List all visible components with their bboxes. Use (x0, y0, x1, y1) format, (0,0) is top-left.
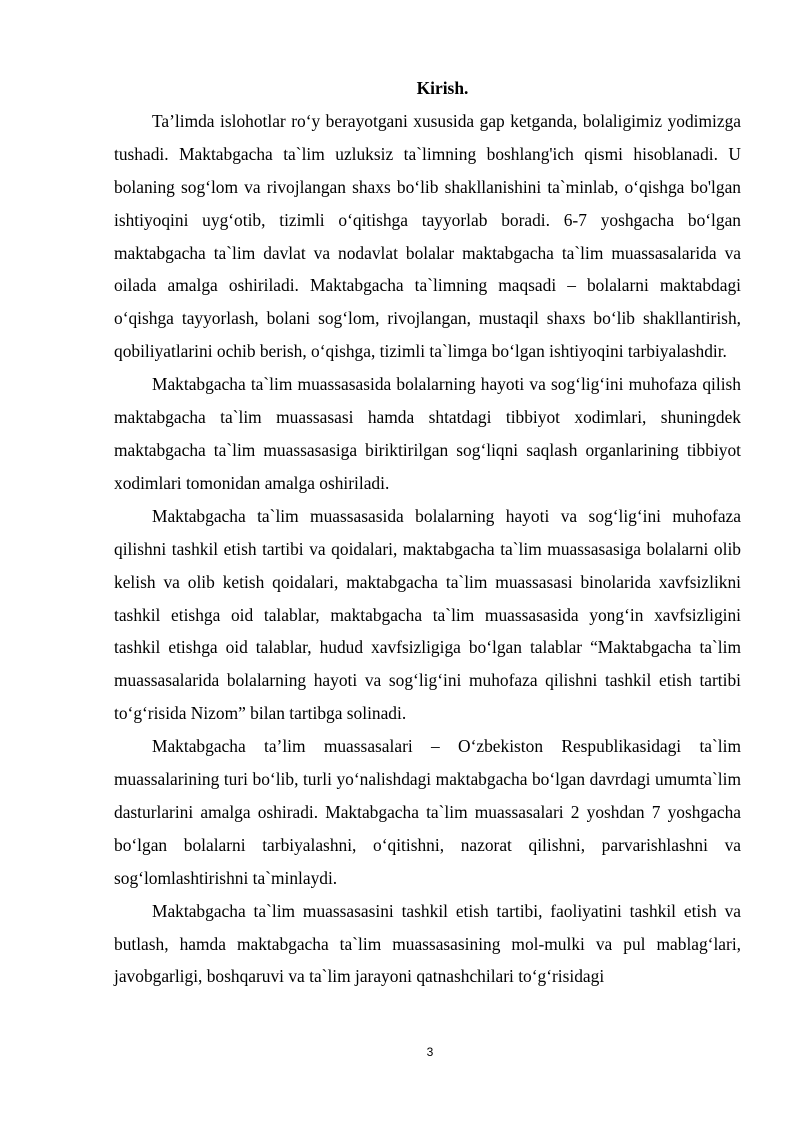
paragraph-4: Maktabgacha ta’lim muassasalari – O‘zbekiston Respublikasidagi ta`lim muassalarining turi bo‘lib, turli yo‘nalishdagi maktabgacha bo‘lgan davrdagi umumta`lim dasturlarini amalga oshiradi. Maktabgacha ta`lim muassasalari 2 yoshdan 7 yoshgacha bo‘lgan bolalarni tarbiyalashni, o‘qitishni, nazorat qilishni, parvarishlashni va sog‘lomlashtirishni ta`minlaydi. (114, 736, 741, 888)
paragraph-3: Maktabgacha ta`lim muassasasida bolalarning hayoti va sog‘lig‘ini muhofaza qilishni tashkil etish tartibi va qoidalari, maktabgacha ta`lim muassasasiga bolalarni olib kelish va olib ketish qoidalari, maktabgacha ta`lim muassasasi binolarida xavfsizlikni tashkil etishga oid talablar, maktabgacha ta`lim muassasasida yong‘in xavfsizligini tashkil etishga oid talablar, hudud xavfsizligiga bo‘lgan talablar “Maktabgacha ta`lim muassasalarida bolalarning hayoti va sog‘lig‘ini muhofaza qilishni tashkil etish tartibi to‘g‘risida Nizom” bilan tartibga solinadi. (114, 505, 741, 724)
page-title: Kirish. (416, 78, 469, 98)
paragraph-2: Maktabgacha ta`lim muassasasida bolalarning hayoti va sog‘lig‘ini muhofaza qilish maktabgacha ta`lim muassasasi hamda shtatdagi tibbiyot xodimlari, shuningdek maktabgacha ta`lim muassasasiga biriktirilgan sog‘liqni saqlash organlarining tibbiyot xodimlari tomonidan amalga oshiriladi. (114, 374, 741, 493)
paragraph-5: Maktabgacha ta`lim muassasasini tashkil etish tartibi, faoliyatini tashkil etish va butlash, hamda maktabgacha ta`lim muassasasining mol-mulki va pul mablag‘lari, javobgarligi, boshqaruvi va ta`lim jarayoni qatnashchilari to‘g‘risidagi (114, 900, 741, 987)
document-page (114, 72, 741, 993)
page-number: 3 (426, 1045, 434, 1059)
paragraph-1: Ta’limda islohotlar ro‘y berayotgani xususida gap ketganda, bolaligimiz yodimizga tushadi. Maktabgacha ta`lim uzluksiz ta`limning boshlang'ich qismi hisoblanadi. U bolaning sog‘lom va rivojlangan shaxs bo‘lib shakllanishini ta`minlab, o‘qishga bo'lgan ishtiyoqini uyg‘otib, tizimli o‘qitishga tayyorlab boradi. 6-7 yoshgacha bo‘lgan maktabgacha ta`lim davlat va nodavlat bolalar maktabgacha ta`lim muassasalarida va oilada amalga oshiriladi. Maktabgacha ta`limning maqsadi – bolalarni maktabdagi o‘qishga tayyorlash, bolani sog‘lom, rivojlangan, mustaqil shaxs bo‘lib shakllantirish, qobiliyatlarini ochib berish, o‘qishga, tizimli ta`limga bo‘lgan ishtiyoqini tarbiyalashdir. (114, 110, 741, 362)
